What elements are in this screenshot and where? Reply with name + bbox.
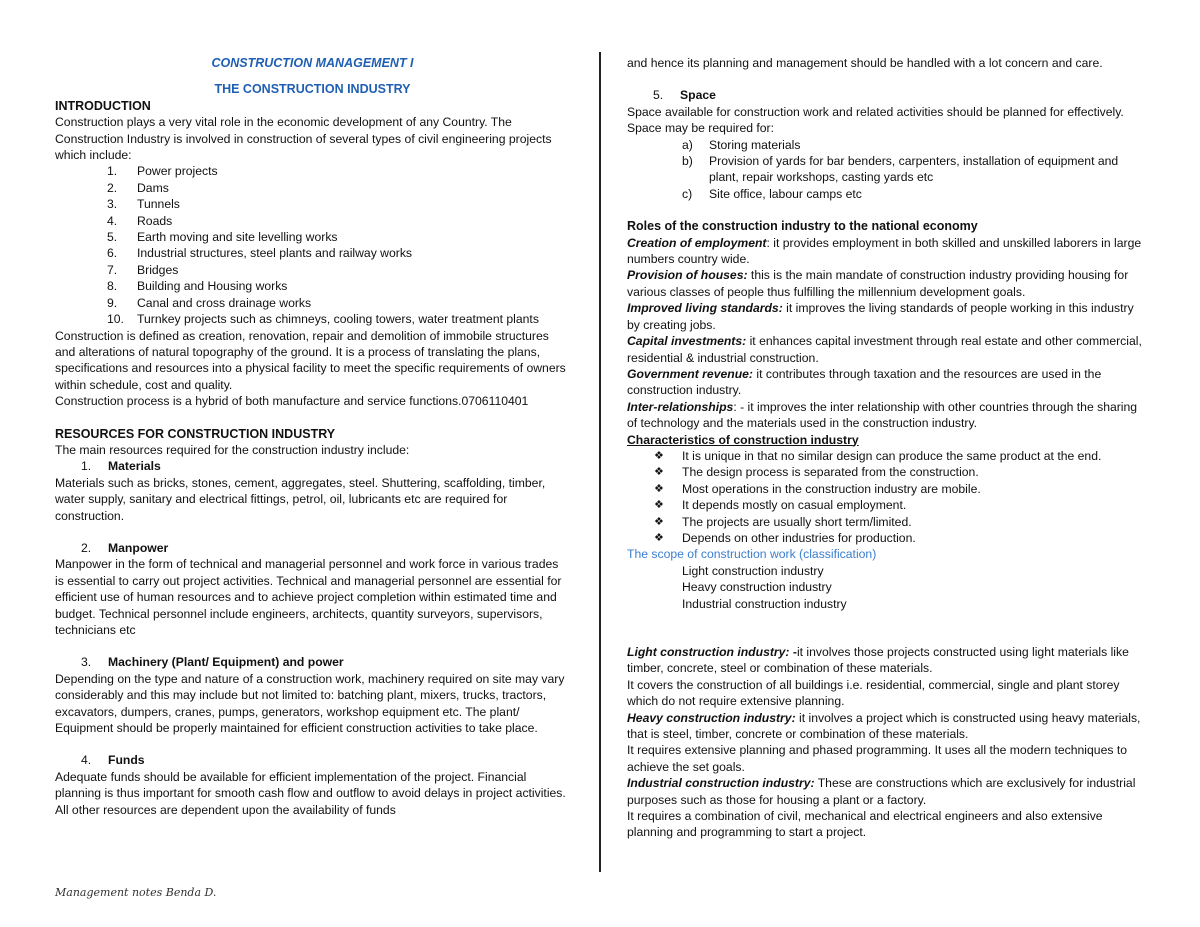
diamond-bullet-icon: ❖	[654, 499, 664, 512]
heavy-text: it involves a project which is constructed using heavy materials, that is steel, timber, concrete or combination of these materials.	[627, 710, 1141, 742]
list-item: Heavy construction industry	[682, 580, 832, 595]
item-text: Depends on other industries for production.	[682, 530, 916, 545]
space-list	[627, 137, 1149, 203]
light-text: it involves those projects constructed using light materials like timber, concrete, steel or combination of these materials.	[627, 645, 1129, 676]
diamond-bullet-icon: ❖	[654, 515, 664, 528]
item-text: Turnkey projects such as chimneys, cooling towers, water treatment plants	[137, 312, 539, 327]
role-paragraph	[627, 300, 1149, 333]
right-column	[627, 55, 1149, 841]
light-paragraph-2: It covers the construction of all buildings i.e. residential, commercial, single and plant storey which do not require extensive planning.	[627, 677, 1120, 709]
document-subtitle: THE CONSTRUCTION INDUSTRY	[214, 82, 411, 97]
industrial-paragraph-2: It requires a combination of civil, mechanical and electrical engineers and also extensive planning and programming to start a project.	[627, 809, 1103, 840]
item-number: 5.	[107, 230, 118, 245]
item-text: Canal and cross drainage works	[137, 295, 312, 310]
heavy-keyword: Heavy construction industry:	[627, 710, 796, 725]
item-text: Earth moving and site levelling works	[137, 230, 338, 245]
list-item	[627, 186, 1149, 202]
intro-heading: INTRODUCTION	[55, 98, 151, 113]
heading-text: Materials	[108, 459, 161, 474]
machinery-paragraph: Depending on the type and nature of a construction work, machinery required on site may vary considerably and this may include but not limited to: batching plant, mixers, trucks, tractors, excavators, dumpers, cranes, pumps, generators, workshop equipment etc. The plant/ Equipment should be properly maintained for efficient construction activities to take place.	[55, 671, 565, 736]
item-text: Industrial structures, steel plants and railway works	[137, 246, 413, 261]
list-item	[55, 213, 570, 229]
scope-heading: The scope of construction work (classification)	[627, 547, 877, 562]
list-item	[627, 514, 1149, 530]
item-text: Tunnels	[137, 197, 180, 212]
materials-heading	[55, 458, 570, 474]
heading-text: Machinery (Plant/ Equipment) and power	[108, 655, 344, 670]
item-text: Building and Housing works	[137, 279, 288, 294]
list-item	[55, 245, 570, 261]
heading-text: Manpower	[108, 540, 169, 555]
item-number: 10.	[107, 312, 124, 327]
role-paragraph	[627, 267, 1149, 300]
item-number: 4.	[81, 753, 92, 768]
item-text: It is unique in that no similar design can produce the same product at the end.	[682, 448, 1102, 463]
item-number: 3.	[81, 655, 92, 670]
role-keyword: Improved living standards:	[627, 301, 783, 316]
item-number: 2.	[81, 540, 92, 555]
heavy-paragraph	[627, 710, 1149, 743]
role-paragraph	[627, 366, 1149, 399]
role-keyword: Inter-relationships	[627, 399, 734, 414]
document-title: CONSTRUCTION MANAGEMENT I	[211, 56, 414, 70]
diamond-bullet-icon: ❖	[654, 449, 664, 462]
item-text: It depends mostly on casual employment.	[682, 498, 907, 513]
role-paragraph	[627, 333, 1149, 366]
list-item	[55, 196, 570, 212]
funds-paragraph: Adequate funds should be available for efficient implementation of the project. Financial planning is thus important for smooth cash flow and outflow to avoid delays in project activities. All other resources are dependent upon the availability of funds	[55, 769, 566, 817]
item-text: Dams	[137, 180, 169, 195]
item-number: 5.	[653, 88, 664, 103]
list-item: Industrial construction industry	[682, 596, 847, 611]
heavy-paragraph-2: It requires extensive planning and phased programming. It uses all the modern techniques to achieve the set goals.	[627, 743, 1127, 774]
item-letter: c)	[682, 186, 693, 201]
space-heading	[627, 87, 1149, 103]
process-paragraph: Construction process is a hybrid of both manufacture and service functions.0706110401	[55, 394, 529, 409]
item-number: 7.	[107, 262, 118, 277]
role-keyword: Provision of houses:	[627, 268, 748, 283]
list-item	[55, 180, 570, 196]
role-text: : - it improves the inter relationship with other countries through the sharing of technology and the materials used in the construction industry.	[627, 399, 1138, 431]
item-text: Bridges	[137, 262, 179, 277]
role-paragraph	[627, 235, 1149, 268]
list-item	[627, 530, 1149, 546]
item-number: 2.	[107, 180, 118, 195]
materials-paragraph: Materials such as bricks, stones, cement, aggregates, steel. Shuttering, scaffolding, timber, water supply, sanitary and electrical fittings, petrol, oil, lubricants etc are required for construction.	[55, 475, 546, 523]
diamond-bullet-icon: ❖	[654, 466, 664, 479]
list-item	[55, 278, 570, 294]
list-item	[627, 464, 1149, 480]
list-item	[627, 137, 1149, 153]
list-item	[55, 295, 570, 311]
characteristics-list	[627, 448, 1149, 546]
funds-heading	[55, 752, 570, 768]
item-text: Storing materials	[709, 137, 801, 152]
industrial-keyword: Industrial construction industry:	[627, 776, 815, 791]
scope-list	[627, 563, 1149, 612]
column-divider	[599, 52, 601, 872]
role-text: this is the main mandate of construction industry providing housing for various classes of people thus fulfilling the millennium development goals.	[627, 268, 1129, 299]
list-item	[627, 153, 1149, 186]
item-number: 4.	[107, 213, 118, 228]
light-keyword: Light construction industry: -	[627, 645, 797, 659]
item-text: Provision of yards for bar benders, carpenters, installation of equipment and plant, repair workshops, casting yards etc	[709, 154, 1119, 185]
role-keyword: Government revenue:	[627, 366, 753, 381]
item-text: Site office, labour camps etc	[709, 186, 862, 201]
item-number: 3.	[107, 197, 118, 212]
list-item	[55, 262, 570, 278]
role-keyword: Capital investments:	[627, 334, 747, 349]
role-text: it enhances capital investment through real estate and other commercial, residential & industrial construction.	[627, 334, 1142, 365]
definition-paragraph: Construction is defined as creation, renovation, repair and demolition of immobile structures and alterations of natural topography of the ground. It is a process of translating the plans, specifications and resources into a physical facility to meet the specific requirements of owners within schedule, cost and quality.	[55, 328, 566, 392]
diamond-bullet-icon: ❖	[654, 531, 664, 544]
resources-intro: The main resources required for the construction industry include:	[55, 442, 410, 457]
left-column	[55, 55, 570, 818]
roles-heading: Roles of the construction industry to the national economy	[627, 219, 978, 234]
funds-continued: and hence its planning and management should be handled with a lot concern and care.	[627, 56, 1103, 70]
item-number: 1.	[81, 459, 92, 474]
roles-list	[627, 235, 1149, 432]
item-text: The design process is separated from the construction.	[682, 465, 979, 480]
intro-paragraph: Construction plays a very vital role in the economic development of any Country. The Construction Industry is involved in construction of several types of civil engineering projects which include:	[55, 115, 552, 163]
role-paragraph	[627, 399, 1149, 432]
industrial-paragraph	[627, 775, 1149, 808]
item-text: Power projects	[137, 164, 218, 179]
list-item	[55, 229, 570, 245]
heading-text: Funds	[108, 753, 145, 768]
list-item	[55, 163, 570, 179]
list-item	[627, 481, 1149, 497]
role-keyword: Creation of employment	[627, 235, 767, 250]
manpower-paragraph: Manpower in the form of technical and managerial personnel and work force in various trades is essential to carry out project activities. Technical and managerial personnel are essential for efficient use of human resources and to achieve project completion within estimated time and budget. Technical personnel include engineers, architects, quantity surveyors, supervisors, technicians etc	[55, 557, 562, 637]
role-text: it contributes through taxation and the resources are used in the construction industry.	[627, 366, 1102, 398]
projects-list	[55, 163, 570, 327]
item-number: 1.	[107, 164, 118, 179]
item-letter: a)	[682, 137, 693, 152]
list-item: Light construction industry	[682, 563, 824, 578]
item-number: 6.	[107, 246, 118, 261]
list-item	[627, 448, 1149, 464]
role-text: it improves the living standards of people working in this industry by creating jobs.	[627, 301, 1134, 332]
resources-heading: RESOURCES FOR CONSTRUCTION INDUSTRY	[55, 426, 336, 441]
space-paragraph: Space available for construction work and related activities should be planned for effectively. Space may be required for:	[627, 104, 1124, 136]
machinery-heading	[55, 654, 570, 670]
footer-signature: Management notes Benda D.	[55, 886, 217, 899]
list-item	[55, 311, 570, 327]
list-item	[627, 497, 1149, 513]
role-text: : it provides employment in both skilled and unskilled laborers in large numbers country wide.	[627, 235, 1142, 267]
diamond-bullet-icon: ❖	[654, 482, 664, 495]
item-letter: b)	[682, 154, 693, 169]
item-text: Roads	[137, 213, 173, 228]
heading-text: Space	[680, 88, 716, 103]
manpower-heading	[55, 540, 570, 556]
industrial-text: These are constructions which are exclusively for industrial purposes such as those for housing a plant or a factory.	[627, 776, 1136, 807]
light-paragraph	[627, 644, 1149, 677]
item-number: 9.	[107, 295, 118, 310]
item-text: Most operations in the construction industry are mobile.	[682, 481, 981, 496]
item-number: 8.	[107, 279, 118, 294]
item-text: The projects are usually short term/limited.	[682, 514, 912, 529]
characteristics-heading: Characteristics of construction industry	[627, 432, 859, 447]
